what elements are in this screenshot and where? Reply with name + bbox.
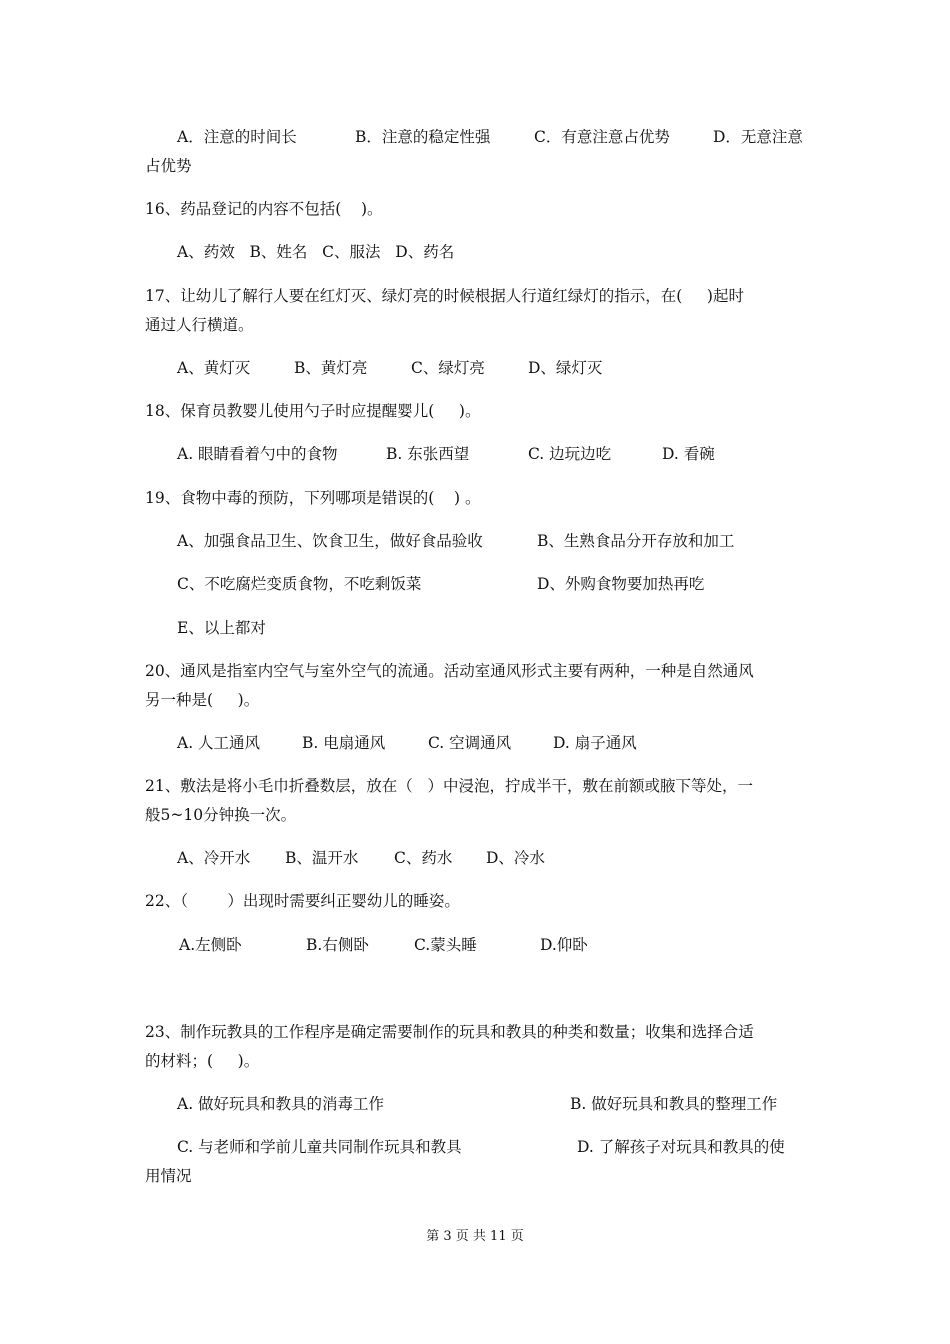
- q19-option-b: B、生熟食品分开存放和加工: [537, 532, 735, 550]
- q21-stem-line1: 21、敷法是将小毛巾折叠数层，放在（ ）中浸泡，拧成半干，敷在前额或腋下等处，一: [145, 777, 754, 795]
- q23-option-b: B. 做好玩具和教具的整理工作: [570, 1095, 778, 1113]
- q22-option-c: C.蒙头睡: [414, 936, 477, 954]
- q21-option-c: C、药水: [394, 849, 453, 867]
- q19-option-e: E、以上都对: [177, 619, 266, 637]
- page-number: 第 3 页 共 11 页: [426, 1229, 524, 1244]
- q16-options: A、药效 B、姓名 C、服法 D、药名: [177, 243, 455, 261]
- q18-option-b: B. 东张西望: [386, 445, 470, 463]
- q22-stem: 22、（ ）出现时需要纠正婴幼儿的睡姿。: [145, 892, 460, 910]
- q15-option-c: C．有意注意占优势: [534, 128, 670, 146]
- q22-option-b: B.右侧卧: [306, 936, 369, 954]
- q17-option-b: B、黄灯亮: [294, 359, 368, 377]
- q17-option-c: C、绿灯亮: [411, 359, 485, 377]
- q18-option-a: A. 眼睛看着勺中的食物: [177, 445, 338, 463]
- q22-option-a: A.左侧卧: [179, 936, 242, 954]
- q16-stem: 16、药品登记的内容不包括( )。: [145, 200, 383, 218]
- q23-option-d: D. 了解孩子对玩具和教具的使: [577, 1138, 785, 1156]
- q22-option-d: D.仰卧: [540, 936, 588, 954]
- q21-option-d: D、冷水: [486, 849, 545, 867]
- q23-stem-line2: 的材料；( )。: [145, 1052, 260, 1070]
- q17-option-d: D、绿灯灭: [528, 359, 603, 377]
- q18-option-d: D. 看碗: [662, 445, 715, 463]
- q20-stem-line2: 另一种是( )。: [145, 691, 260, 709]
- q15-option-a: A．注意的时间长: [177, 128, 297, 146]
- q19-option-d: D、外购食物要加热再吃: [537, 575, 705, 593]
- q15-option-d: D．无意注意: [713, 128, 803, 146]
- q18-option-c: C. 边玩边吃: [528, 445, 612, 463]
- q20-option-c: C. 空调通风: [428, 734, 512, 752]
- q23-option-a: A. 做好玩具和教具的消毒工作: [177, 1095, 385, 1113]
- q17-stem-line2: 通过人行横道。: [145, 316, 254, 334]
- q23-option-d-continued: 用情况: [145, 1167, 192, 1185]
- q18-stem: 18、保育员教婴儿使用勺子时应提醒婴儿( )。: [145, 402, 481, 420]
- q20-option-b: B. 电扇通风: [302, 734, 386, 752]
- q21-option-a: A、冷开水: [177, 849, 251, 867]
- q15-option-b: B．注意的稳定性强: [355, 128, 491, 146]
- q23-option-c: C. 与老师和学前儿童共同制作玩具和教具: [177, 1138, 462, 1156]
- q20-option-d: D. 扇子通风: [553, 734, 637, 752]
- q20-stem-line1: 20、通风是指室内空气与室外空气的流通。活动室通风形式主要有两种，一种是自然通风: [145, 662, 754, 680]
- q19-stem: 19、食物中毒的预防，下列哪项是错误的( ) 。: [145, 489, 481, 507]
- q19-option-c: C、不吃腐烂变质食物，不吃剩饭菜: [177, 575, 422, 593]
- q23-stem-line1: 23、制作玩教具的工作程序是确定需要制作的玩具和教具的种类和数量；收集和选择合适: [145, 1023, 754, 1041]
- q21-stem-line2: 般5~10分钟换一次。: [145, 806, 297, 824]
- q19-option-a: A、加强食品卫生、饮食卫生，做好食品验收: [177, 532, 483, 550]
- q21-option-b: B、温开水: [285, 849, 359, 867]
- q15-option-d-continued: 占优势: [145, 157, 192, 175]
- q17-stem-line1: 17、让幼儿了解行人要在红灯灭、绿灯亮的时候根据人行道红绿灯的指示，在( )起时: [145, 287, 744, 305]
- q17-option-a: A、黄灯灭: [177, 359, 251, 377]
- q20-option-a: A. 人工通风: [177, 734, 261, 752]
